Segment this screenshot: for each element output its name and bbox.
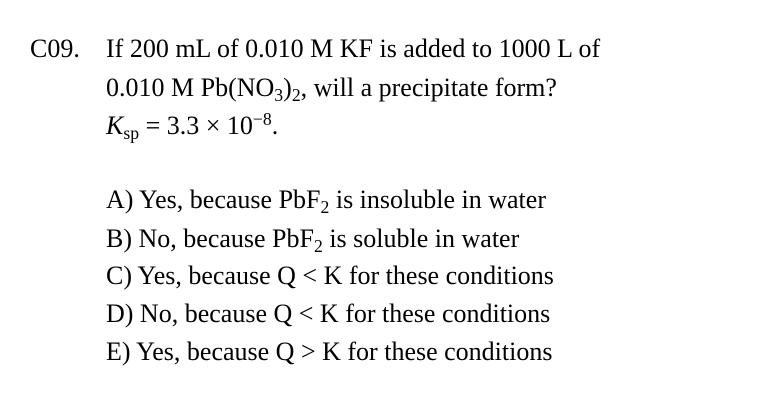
question-line-1: If 200 mL of 0.010 M KF is added to 1000 L of <box>106 34 601 63</box>
ksp-subscript: sp <box>123 122 140 143</box>
line2-part-a: 0.010 M Pb(NO <box>106 73 275 102</box>
option-a-subscript: 2 <box>320 196 330 217</box>
ksp-period: . <box>271 111 279 140</box>
option-e[interactable]: E) Yes, because Q > K for these conditions <box>106 337 553 366</box>
line2-part-b: ) <box>283 73 292 102</box>
ksp-value: = 3.3 × 10 <box>139 111 253 140</box>
line2-part-c: , will a precipitate form? <box>300 73 557 102</box>
option-b[interactable] <box>106 224 520 256</box>
ksp-exponent: −8 <box>252 109 272 130</box>
ksp-line <box>106 109 279 143</box>
option-b-text: B) No, because PbF <box>106 224 314 253</box>
option-c[interactable]: C) Yes, because Q < K for these conditions <box>106 261 554 290</box>
option-a-text-end: is insoluble in water <box>329 185 546 214</box>
lead-nitrate-subscript: 2 <box>291 84 301 105</box>
question-number: C09. <box>30 34 80 63</box>
option-a[interactable] <box>106 185 546 217</box>
option-b-text-end: is soluble in water <box>322 224 520 253</box>
nitrate-subscript: 3 <box>274 84 284 105</box>
option-b-subscript: 2 <box>313 235 323 256</box>
option-d[interactable]: D) No, because Q < K for these conditions <box>106 299 551 328</box>
option-a-text: A) Yes, because PbF <box>106 185 321 214</box>
question-line-2 <box>106 73 557 105</box>
ksp-symbol: K <box>106 111 124 140</box>
